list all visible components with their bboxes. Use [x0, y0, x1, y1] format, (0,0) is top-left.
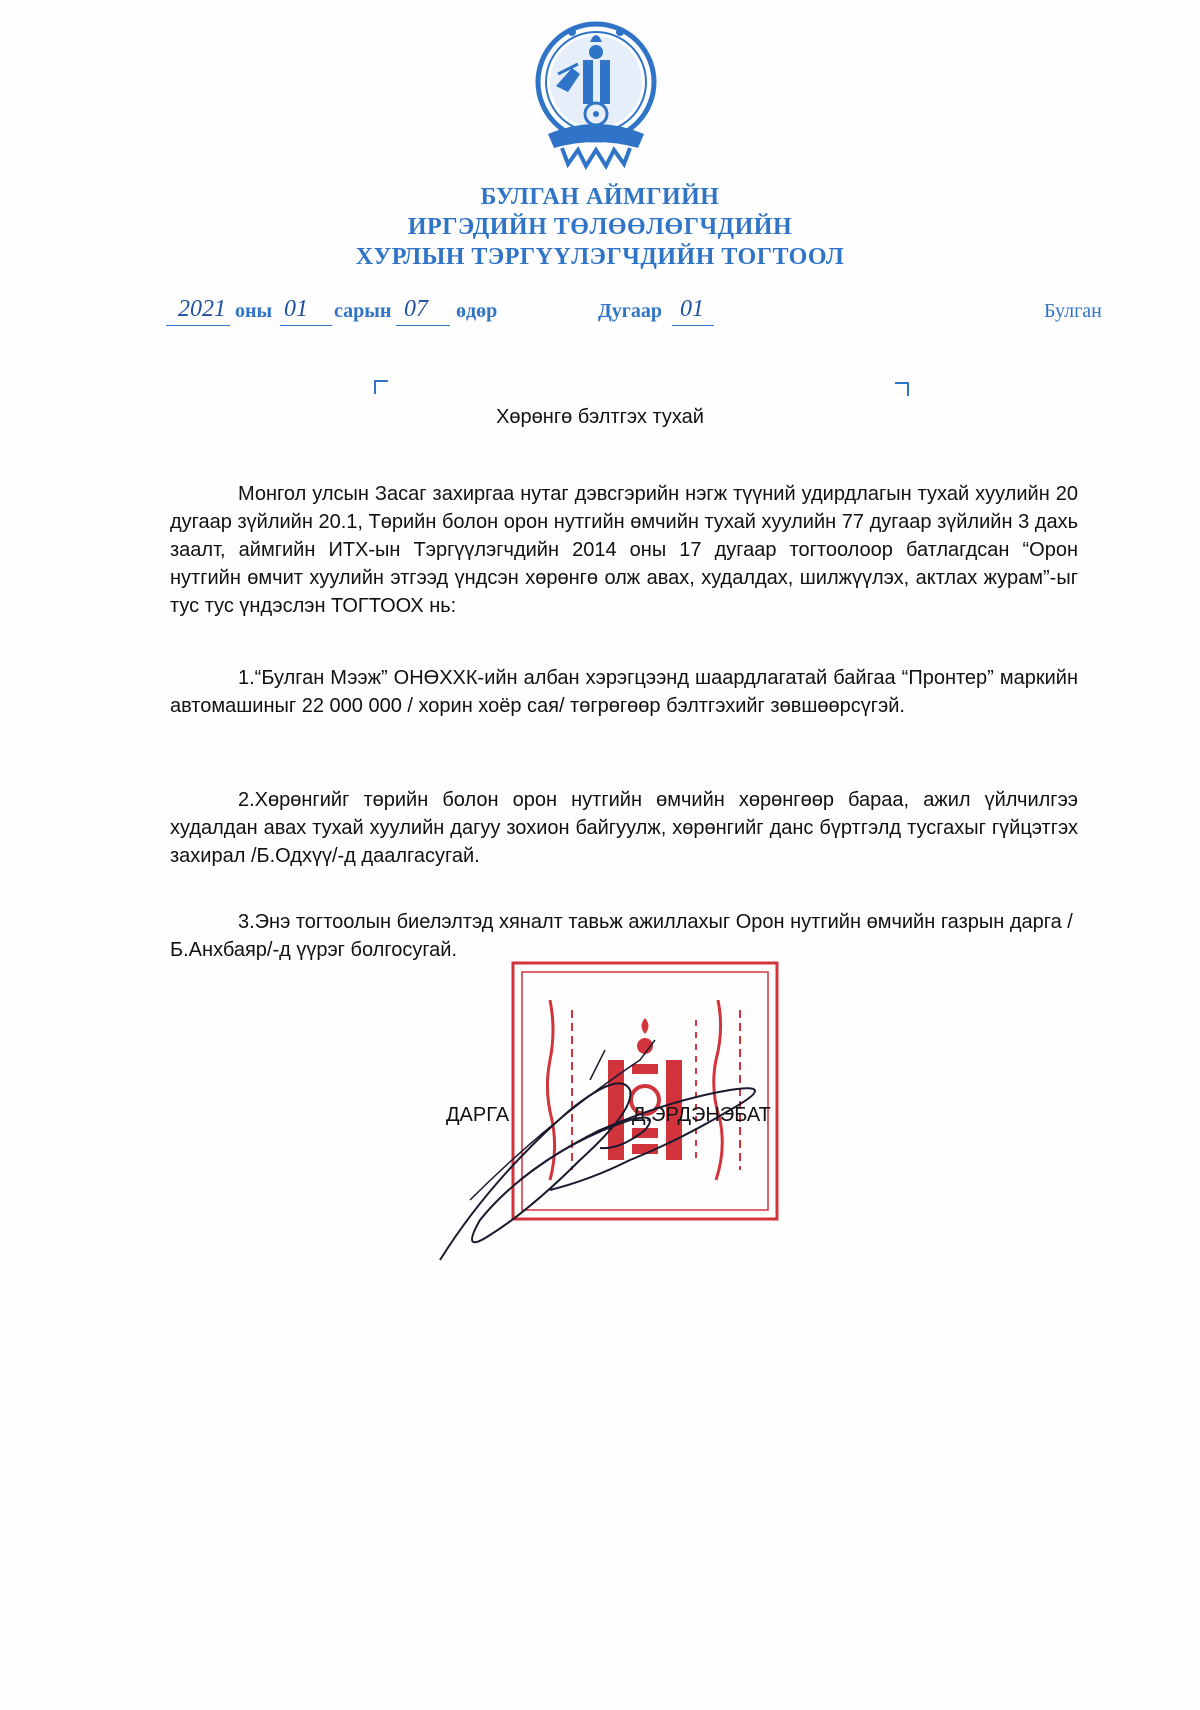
subject-bracket-right: [895, 382, 909, 396]
number-underline: [672, 325, 714, 326]
document-subject: [0, 406, 1200, 429]
clause-1-text: 1.“Булган Мээж” ОНӨХХК-ийн албан хэрэгцээнд шаардлагатай байгаа “Пронтер” маркийн автомашиныг 22 000 000 / хорин хоёр сая/ төгрөгөөр бэлтгэхийг зөвшөөрсүгэй.: [170, 667, 1078, 717]
month-suffix: сарын: [334, 300, 392, 322]
clause-3: [170, 908, 1078, 964]
date-year: 2021: [178, 296, 226, 322]
intro-paragraph: [170, 480, 1078, 620]
year-underline: [166, 325, 230, 326]
signatory-name: Д.ЭРДЭНЭБАТ: [632, 1104, 771, 1126]
intro-text: Монгол улсын Засаг захиргаа нутаг дэвсгэрийн нэгж түүний удирдлагын тухай хуулийн 20 дугаар зүйлийн 20.1, Төрийн болон орон нутгийн өмчийн тухай хуулийн 77 дугаар зүйлийн 3 дахь заалт, аймгийн ИТХ-ын Тэргүүлэгчдийн 2014 оны 17 дугаар тогтоолоор батлагдсан “Орон нутгийн өмчит хуулийн этгээд үндсэн хөрөнгө олж авах, худалдах, шилжүүлэх, актлах журам”-ыг тус тус үндэслэн ТОГТООХ нь:: [170, 483, 1078, 617]
clause-1: [170, 664, 1078, 720]
header-line-3: ХУРЛЫН ТЭРГҮҮЛЭГЧДИЙН ТОГТООЛ: [355, 244, 845, 270]
clause-2: [170, 786, 1078, 870]
subject-bracket-left: [374, 380, 388, 394]
signatory-title: ДАРГА: [446, 1104, 510, 1126]
date-day: 07: [404, 296, 428, 322]
header-line-1: БУЛГАН АЙМГИЙН: [480, 184, 720, 210]
state-emblem-icon: [528, 18, 664, 170]
date-month: 01: [284, 296, 308, 322]
year-suffix: оны: [235, 300, 273, 322]
subject-text: Хөрөнгө бэлтгэх тухай: [496, 406, 704, 428]
day-underline: [396, 325, 450, 326]
clause-2-text: 2.Хөрөнгийг төрийн болон орон нутгийн өмчийн хөрөнгөөр бараа, ажил үйлчилгээ худалдан авах тухай хуулийн дагуу зохион байгуулж, хөрөнгийг данс бүртгэлд тусгахыг гүйцэтгэх захирал /Б.Одхүү/-д даалгасугай.: [170, 789, 1078, 867]
clause-3-text: 3.Энэ тогтоолын биелэлтэд хяналт тавьж ажиллахыг Орон нутгийн өмчийн газрын дарга /Б.Анхбаяр/-д үүрэг болгосугай.: [170, 911, 1073, 961]
month-underline: [280, 325, 332, 326]
header-line-2: ИРГЭДИЙН ТӨЛӨӨЛӨГЧДИЙН: [407, 214, 793, 240]
document-number: 01: [680, 296, 704, 322]
day-suffix: өдөр: [456, 300, 498, 322]
number-label: Дугаар: [598, 300, 662, 322]
handwritten-signature: [430, 1020, 810, 1270]
place-name: Булган: [1044, 300, 1102, 322]
